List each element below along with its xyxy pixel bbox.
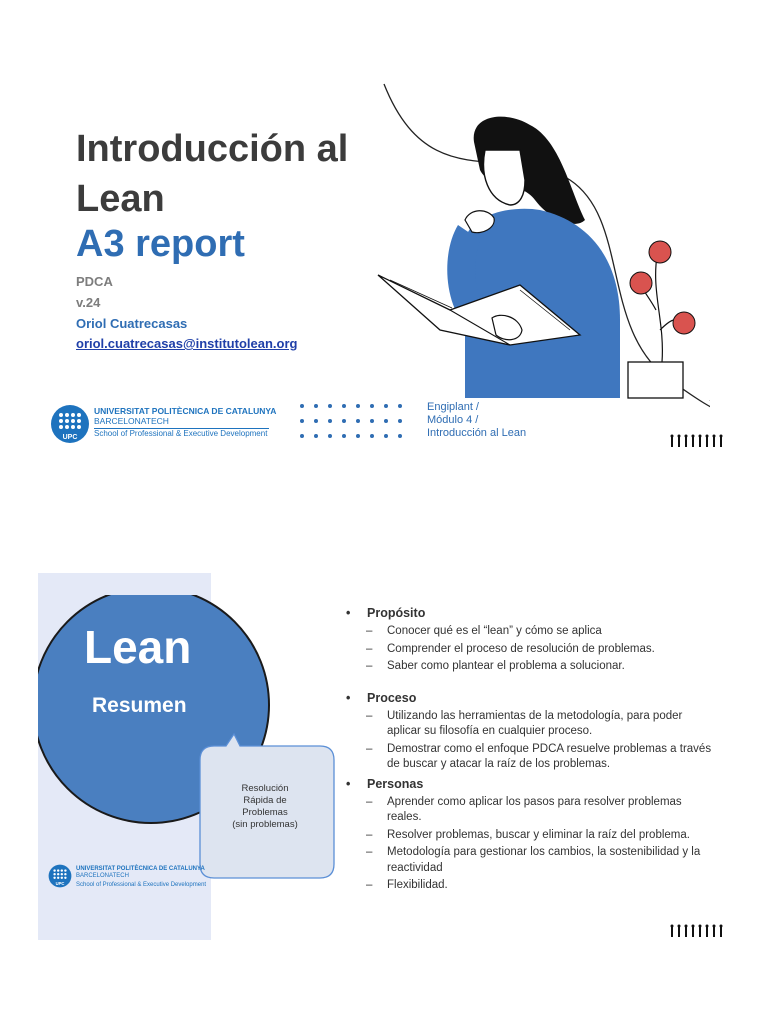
author-email-link[interactable]: oriol.cuatrecasas@institutolean.org [76,336,298,351]
list-item: – Metodología para gestionar los cambios, la sostenibilidad y la reactividad [346,845,716,876]
course-line: Introducción al Lean [427,427,527,439]
summary-content [346,606,716,896]
title-line-2: Lean [76,178,165,220]
people-figures-icon [670,924,726,938]
university-name: UNIVERSITAT POLITÈCNICA DE CATALUNYA BARCELONATECH School of Professional & Executive Development [76,866,207,888]
svg-text:UPC: UPC [62,434,78,441]
list-item: – Comprender el proceso de resolución de problemas. [346,642,716,658]
list-item: – Saber como plantear el problema a solucionar. [346,659,716,675]
list-item: – Conocer qué es el “lean” y cómo se aplica [346,624,716,640]
woman-reading-illustration [370,80,710,410]
upc-logo [48,864,72,888]
circle-title: Lean [84,621,192,673]
dot-grid-decoration [298,402,408,442]
list-item: – Utilizando las herramientas de la metodología, para poder aplicar su filosofía en cualquier proceso. [346,709,716,740]
svg-text:UPC: UPC [55,881,65,886]
university-name: UNIVERSITAT POLITÈCNICA DE CATALUNYA BARCELONATECH School of Professional & Executive Development [94,406,277,438]
list-item: – Demostrar como el enfoque PDCA resuelve problemas a través de buscar y atacar la raíz de los problemas. [346,742,716,773]
tag-label: PDCA [76,274,113,289]
subtitle: A3 report [76,223,245,265]
section-heading: • Proceso [346,691,716,705]
course-line: Módulo 4 / [427,414,479,426]
course-line: Engiplant / [427,401,479,413]
list-item: – Aprender como aplicar los pasos para resolver problemas reales. [346,795,716,826]
title-line-1: Introducción al [76,128,349,170]
circle-subtitle: Resumen [92,694,187,717]
university-divider [94,428,269,429]
section-heading: • Personas [346,777,716,791]
bubble-text: Resolución Rápida de Problemas (sin problemas) [232,783,298,830]
version-label: v.24 [76,295,101,310]
people-figures-icon [670,434,726,448]
list-item: – Resolver problemas, buscar y eliminar la raíz del problema. [346,828,716,844]
course-info [427,401,526,440]
upc-logo [50,404,90,444]
list-item: – Flexibilidad. [346,878,716,894]
section-heading: • Propósito [346,606,716,620]
author-name: Oriol Cuatrecasas [76,316,188,331]
